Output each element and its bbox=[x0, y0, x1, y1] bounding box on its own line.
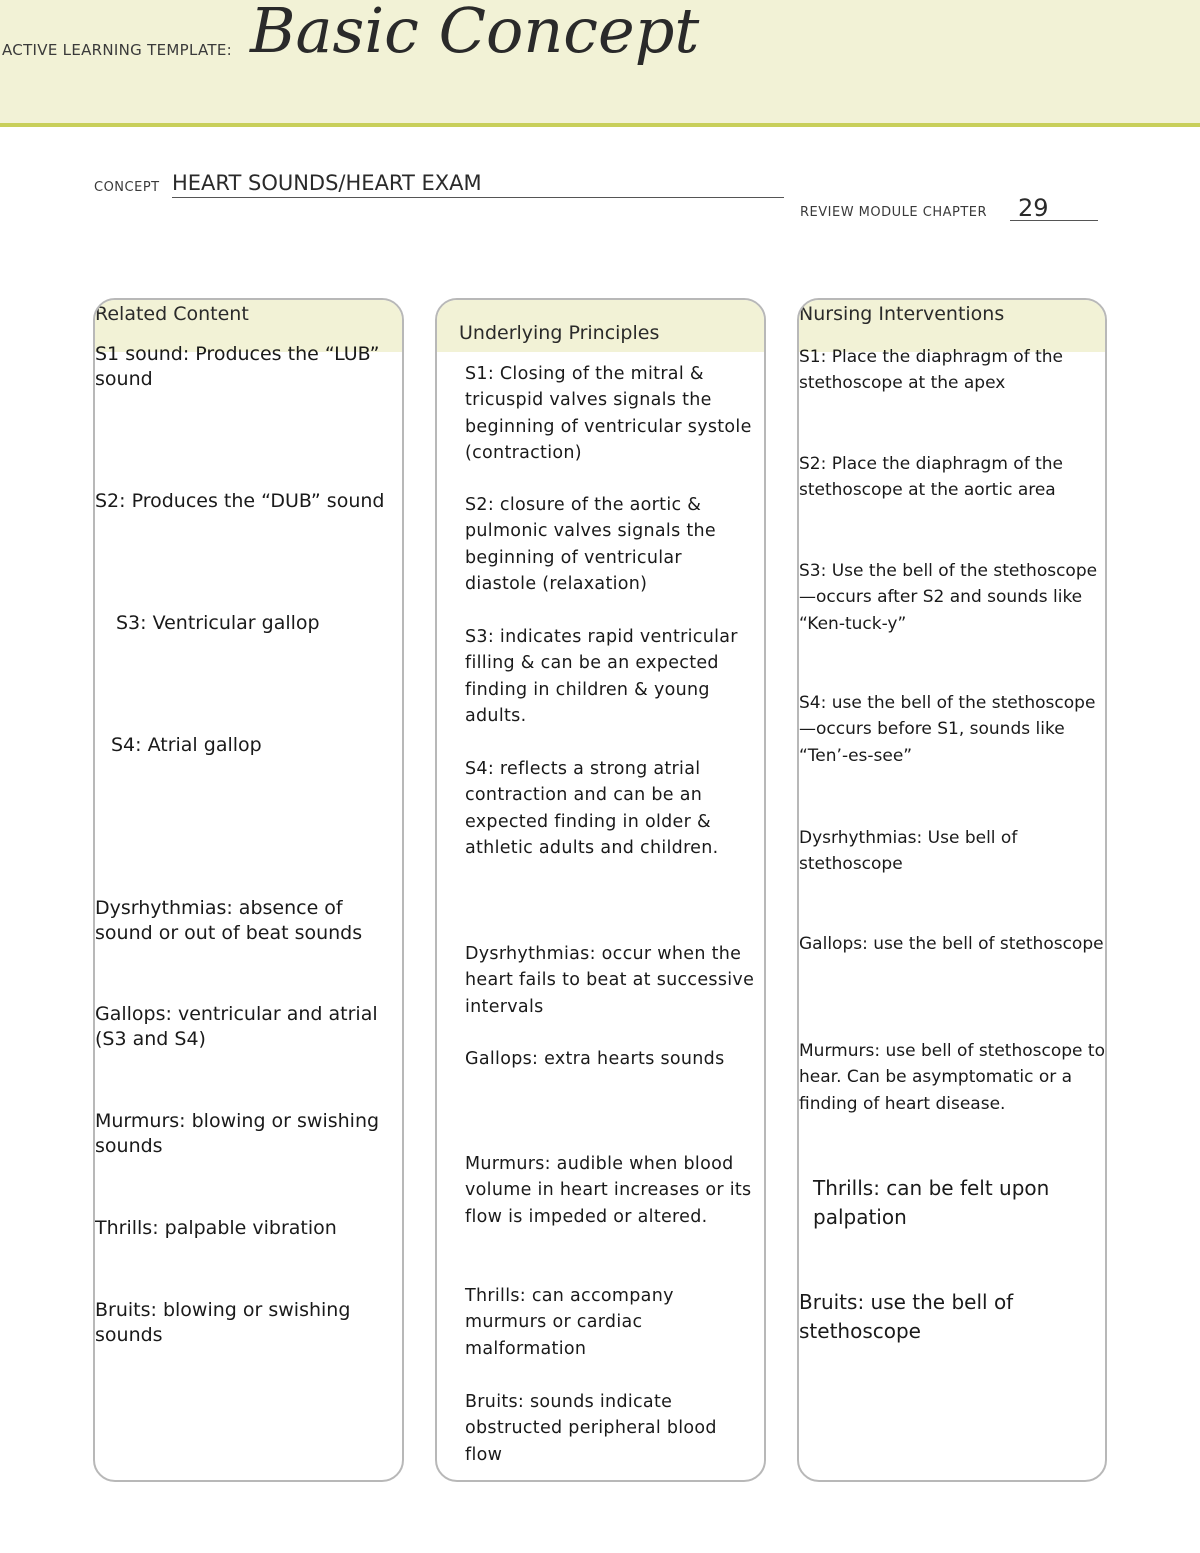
template-title: Basic Concept bbox=[250, 0, 700, 67]
template-label: ACTIVE LEARNING TEMPLATE: bbox=[2, 41, 232, 59]
chapter-field[interactable]: 29 bbox=[1010, 194, 1098, 221]
principle-item: S1: Closing of the mitral & tricuspid valves signals the beginning of ventricular systole (contraction) bbox=[465, 364, 752, 463]
related-item: Murmurs: blowing or swishing sounds bbox=[95, 1110, 380, 1158]
nursing-interventions-title: Nursing Interventions bbox=[799, 303, 1005, 325]
nursing-interventions-panel bbox=[797, 298, 1107, 1482]
concept-label: CONCEPT bbox=[94, 180, 160, 195]
intervention-item: Thrills: can be felt upon palpation bbox=[813, 1176, 1050, 1229]
principle-item: S4: reflects a strong atrial contraction and can be an expected finding in older & athletic adults and children. bbox=[465, 759, 719, 858]
related-item: Bruits: blowing or swishing sounds bbox=[95, 1299, 351, 1347]
principle-item: Gallops: extra hearts sounds bbox=[465, 1049, 725, 1069]
intervention-item: S1: Place the diaphragm of the stethoscope at the apex bbox=[799, 347, 1063, 394]
intervention-item: S3: Use the bell of the stethoscope —occurs after S2 and sounds like “Ken-tuck-y” bbox=[799, 561, 1098, 634]
intervention-item: Dysrhythmias: Use bell of stethoscope bbox=[799, 828, 1018, 875]
related-content-title: Related Content bbox=[95, 303, 249, 325]
principle-item: Murmurs: audible when blood volume in heart increases or its flow is impeded or altered. bbox=[465, 1154, 752, 1227]
concept-field[interactable]: HEART SOUNDS/HEART EXAM bbox=[172, 171, 784, 198]
related-item: Thrills: palpable vibration bbox=[95, 1217, 337, 1239]
related-item: S3: Ventricular gallop bbox=[116, 612, 320, 634]
chapter-label: REVIEW MODULE CHAPTER bbox=[800, 205, 988, 220]
underlying-principles-title: Underlying Principles bbox=[459, 322, 660, 344]
related-item: Gallops: ventricular and atrial (S3 and S4) bbox=[95, 1003, 378, 1051]
underlying-principles-panel bbox=[435, 298, 766, 1482]
principle-item: Dysrhythmias: occur when the heart fails to beat at successive intervals bbox=[465, 944, 755, 1017]
intervention-item: Gallops: use the bell of stethoscope bbox=[799, 934, 1104, 954]
intervention-item: S2: Place the diaphragm of the stethoscope at the aortic area bbox=[799, 454, 1063, 501]
related-item: S1 sound: Produces the “LUB” sound bbox=[95, 343, 380, 391]
related-item: S2: Produces the “DUB” sound bbox=[95, 490, 385, 512]
related-content-panel bbox=[93, 298, 404, 1482]
related-item: Dysrhythmias: absence of sound or out of beat sounds bbox=[95, 897, 363, 945]
intervention-item: Bruits: use the bell of stethoscope bbox=[799, 1290, 1014, 1343]
principle-item: S2: closure of the aortic & pulmonic valves signals the beginning of ventricular diastole (relaxation) bbox=[465, 495, 716, 594]
principle-item: S3: indicates rapid ventricular filling & can be an expected finding in children & young adults. bbox=[465, 627, 738, 726]
principle-item: Bruits: sounds indicate obstructed peripheral blood flow bbox=[465, 1392, 717, 1465]
principle-item: Thrills: can accompany murmurs or cardiac malformation bbox=[465, 1286, 674, 1359]
intervention-item: Murmurs: use bell of stethoscope to hear. Can be asymptomatic or a finding of heart disease. bbox=[799, 1041, 1105, 1114]
banner-rule bbox=[0, 123, 1200, 127]
related-item: S4: Atrial gallop bbox=[111, 734, 262, 756]
intervention-item: S4: use the bell of the stethoscope —occurs before S1, sounds like “Ten’-es-see” bbox=[799, 693, 1096, 766]
